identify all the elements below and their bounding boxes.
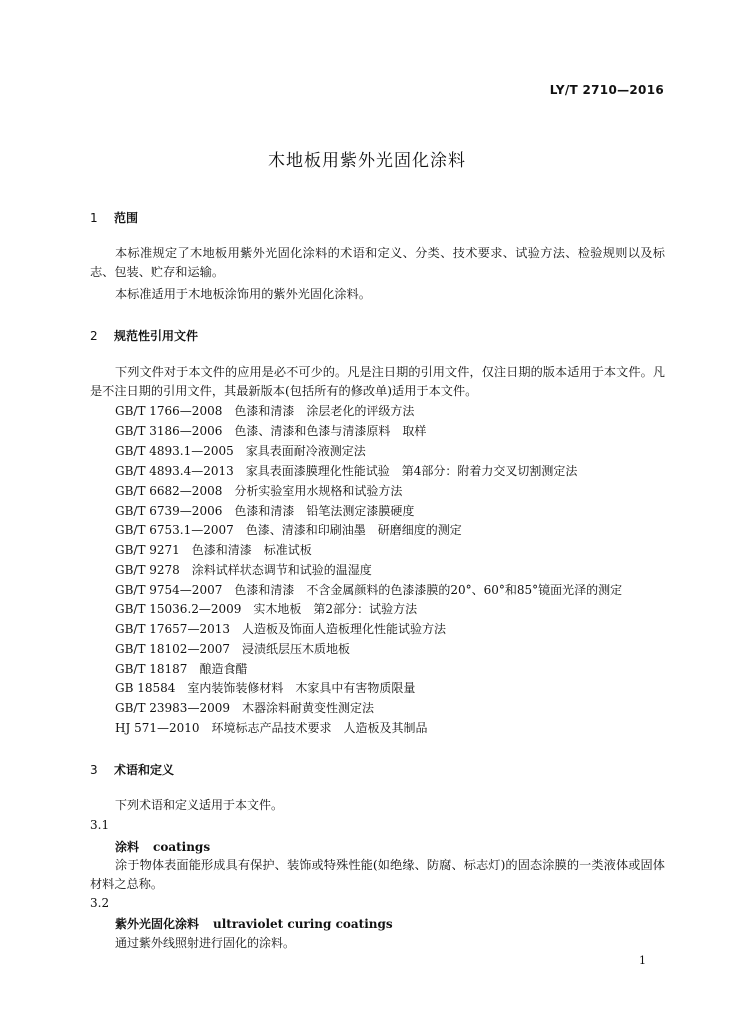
- term-en: coatings: [153, 840, 211, 854]
- reference-item: HJ 571—2010 环境标志产品技术要求 人造板及其制品: [115, 721, 428, 735]
- term-name: [115, 915, 393, 932]
- term-en: ultraviolet curing coatings: [213, 917, 393, 931]
- section-heading-terms: [90, 761, 174, 778]
- section-title: 规范性引用文件: [114, 329, 199, 343]
- reference-item: GB/T 18102—2007 浸渍纸层压木质地板: [115, 642, 350, 656]
- reference-item: GB/T 4893.1—2005 家具表面耐冷液测定法: [115, 444, 366, 458]
- reference-item: GB/T 15036.2—2009 实木地板 第2部分：试验方法: [115, 602, 418, 616]
- section-heading-references: [90, 327, 198, 344]
- reference-item: GB/T 6753.1—2007 色漆、清漆和印刷油墨 研磨细度的测定: [115, 523, 462, 537]
- scope-paragraph: 本标准规定了木地板用紫外光固化涂料的术语和定义、分类、技术要求、试验方法、检验规则以及标志、包装、贮存和运输。: [90, 246, 665, 279]
- reference-item: GB/T 3186—2006 色漆、清漆和色漆与清漆原料 取样: [115, 424, 427, 438]
- reference-item: GB/T 9271 色漆和清漆 标准试板: [115, 543, 312, 557]
- section-title: 术语和定义: [114, 763, 175, 777]
- term-number: 3.1: [90, 818, 110, 832]
- reference-item: GB/T 6739—2006 色漆和清漆 铅笔法测定漆膜硬度: [115, 504, 415, 518]
- section-number: 1: [90, 211, 98, 225]
- document-title: 木地板用紫外光固化涂料: [268, 151, 466, 171]
- term-definition: 涂于物体表面能形成具有保护、装饰或特殊性能(如绝缘、防腐、标志灯)的固态涂膜的一类液体或固体材料之总称。: [90, 858, 665, 891]
- reference-item: GB/T 18187 酿造食醋: [115, 662, 248, 676]
- reference-item: GB/T 23983—2009 木器涂料耐黄变性测定法: [115, 701, 374, 715]
- term-number: 3.2: [90, 896, 110, 910]
- standard-code: LY/T 2710—2016: [549, 83, 664, 97]
- term-name: [115, 838, 210, 855]
- section-title: 范围: [114, 211, 139, 225]
- term-definition: 通过紫外线照射进行固化的涂料。: [115, 936, 296, 950]
- section-heading-scope: [90, 209, 138, 226]
- term-cn: 紫外光固化涂料: [115, 917, 200, 931]
- reference-item: GB/T 9278 涂料试样状态调节和试验的温湿度: [115, 563, 372, 577]
- reference-item: GB/T 4893.4—2013 家具表面漆膜理化性能试验 第4部分：附着力交叉切割测定法: [115, 464, 578, 478]
- reference-item: GB/T 6682—2008 分析实验室用水规格和试验方法: [115, 484, 403, 498]
- reference-item: GB/T 17657—2013 人造板及饰面人造板理化性能试验方法: [115, 622, 446, 636]
- term-cn: 涂料: [115, 840, 140, 854]
- section-number: 3: [90, 763, 98, 777]
- section-number: 2: [90, 329, 98, 343]
- reference-item: GB/T 1766—2008 色漆和清漆 涂层老化的评级方法: [115, 404, 415, 418]
- reference-item: GB 18584 室内装饰装修材料 木家具中有害物质限量: [115, 681, 416, 695]
- page-number: 1: [639, 954, 646, 967]
- reference-item: GB/T 9754—2007 色漆和清漆 不含金属颜料的色漆漆膜的20°、60°和85°镜面光泽的测定: [115, 583, 623, 597]
- scope-paragraph: 本标准适用于木地板涂饰用的紫外光固化涂料。: [115, 287, 371, 301]
- references-intro: 下列文件对于本文件的应用是必不可少的。凡是注日期的引用文件，仅注日期的版本适用于本文件。凡是不注日期的引用文件，其最新版本(包括所有的修改单)适用于本文件。: [90, 365, 665, 398]
- terms-intro: 下列术语和定义适用于本文件。: [115, 798, 284, 812]
